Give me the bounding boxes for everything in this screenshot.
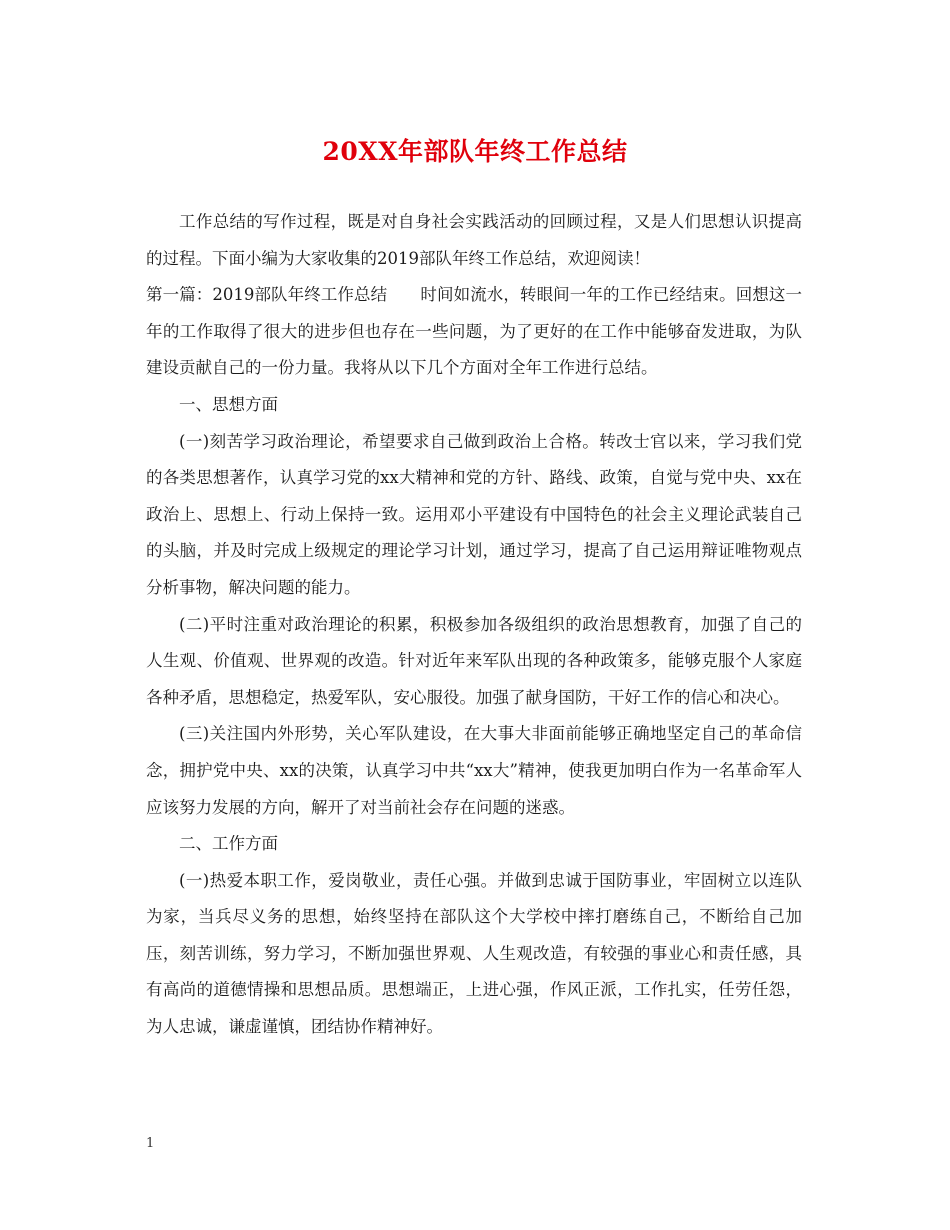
paragraph-thought-3: (三)关注国内外形势，关心军队建设，在大事大非面前能够正确地坚定自己的革命信念，拥护党中央、xx的决策，认真学习中共“xx大”精神，使我更加明白作为一名革命军人应该努力发展的方向，解开了对当前社会存在问题的迷惑。 [146,724,802,817]
paragraph-thought-2: (二)平时注重对政治理论的积累，积极参加各级组织的政治思想教育，加强了自己的人生观、价值观、世界观的改造。针对近年来军队出现的各种政策多，能够克服个人家庭各种矛盾，思想稳定，热爱军队，安心服役。加强了献身国防，干好工作的信心和决心。 [146,614,802,707]
paragraph-thought-1: (一)刻苦学习政治理论，希望要求自己做到政治上合格。转改士官以来，学习我们党的各类思想著作，认真学习党的xx大精神和党的方针、路线、政策，自觉与党中央、xx在政治上、思想上、行动上保持一致。运用邓小平建设有中国特色的社会主义理论武装自己的头脑，并及时完成上级规定的理论学习计划，通过学习，提高了自己运用辩证唯物观点分析事物，解决问题的能力。 [146,431,802,597]
paragraph-intro: 工作总结的写作过程，既是对自身社会实践活动的回顾过程，又是人们思想认识提高的过程。下面小编为大家收集的2019部队年终工作总结，欢迎阅读！ [146,212,802,268]
document-title: 20XX年部队年终工作总结 [322,137,628,166]
section-heading-work: 二、工作方面 [179,834,278,854]
document-body [146,204,802,1046]
paragraph-first-article: 第一篇：2019部队年终工作总结 时间如流水，转眼间一年的工作已经结束。回想这一年的工作取得了很大的进步但也存在一些问题，为了更好的在工作中能够奋发进取，为队建设贡献自己的一份力量。我将从以下几个方面对全年工作进行总结。 [146,285,802,378]
section-heading-thought: 一、思想方面 [179,394,278,414]
page-number: 1 [146,1136,155,1151]
paragraph-work-1: (一)热爱本职工作，爱岗敬业，责任心强。并做到忠诚于国防事业，牢固树立以连队为家，当兵尽义务的思想，始终坚持在部队这个大学校中摔打磨练自己，不断给自己加压，刻苦训练，努力学习，不断加强世界观、人生观改造，有较强的事业心和责任感，具有高尚的道德情操和思想品质。思想端正，上进心强，作风正派，工作扎实，任劳任怨，为人忠诚，谦虚谨慎，团结协作精神好。 [146,870,802,1037]
